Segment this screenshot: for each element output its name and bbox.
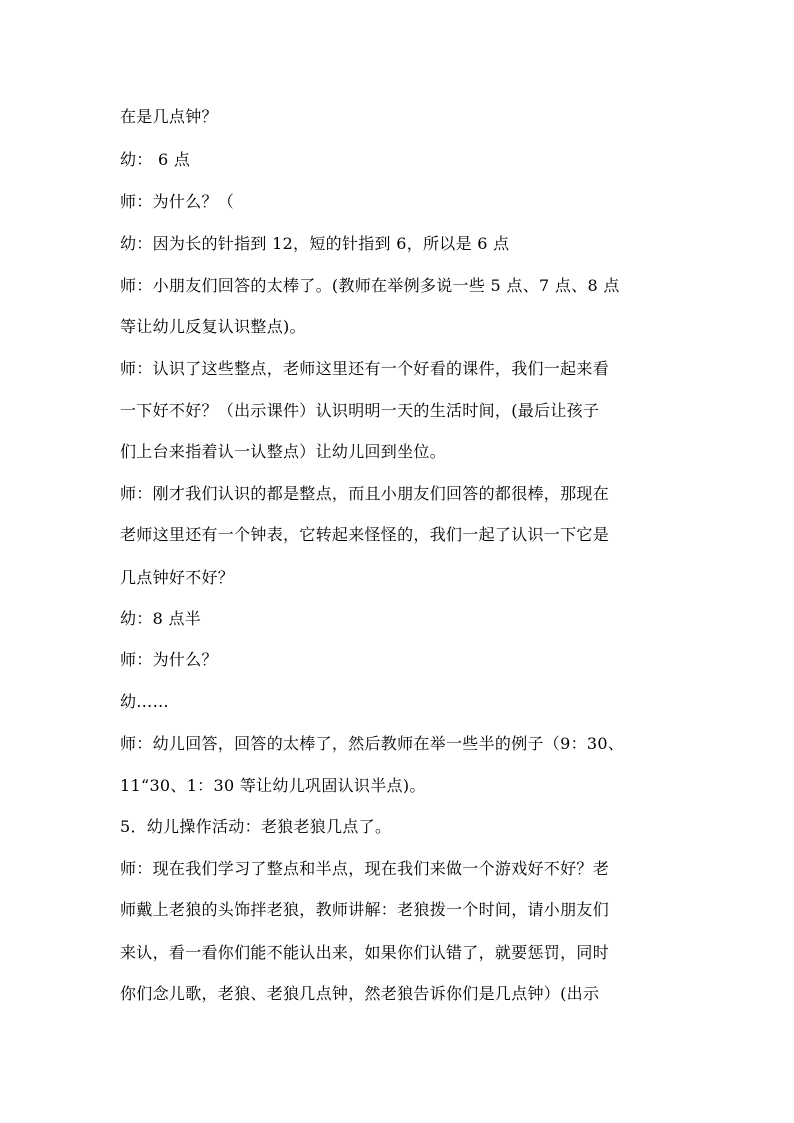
text-line: 幼：因为长的针指到 12，短的针指到 6，所以是 6 点	[120, 234, 510, 253]
text-line: 们上台来指着认一认整点）让幼儿回到坐位。	[120, 442, 447, 461]
text-line: 师：现在我们学习了整点和半点，现在我们来做一个游戏好不好？老	[120, 859, 610, 878]
text-line: 幼……	[120, 692, 169, 711]
text-line: 师：为什么？（	[120, 192, 235, 211]
text-line: 一下好不好？（出示课件）认识明明一天的生活时间，(最后让孩子	[120, 401, 600, 420]
text-line: 等让幼儿反复认识整点)。	[120, 317, 306, 336]
text-line: 幼：8 点半	[120, 609, 202, 628]
text-line: 师：为什么？	[120, 650, 218, 669]
text-line: 5．幼儿操作活动：老狼老狼几点了。	[120, 817, 392, 836]
text-line: 老师这里还有一个钟表，它转起来怪怪的，我们一起了认识一下它是	[120, 525, 610, 544]
text-line: 师：认识了这些整点，老师这里还有一个好看的课件，我们一起来看	[120, 359, 610, 378]
text-line: 师：刚才我们认识的都是整点，而且小朋友们回答的都很棒，那现在	[120, 484, 610, 503]
text-line: 几点钟好不好？	[120, 568, 235, 587]
text-line: 在是几点钟？	[120, 107, 218, 126]
text-line: 11“30、1：30 等让幼儿巩固认识半点)。	[120, 776, 426, 795]
text-line: 师：小朋友们回答的太棒了。(教师在举例多说一些 5 点、7 点、8 点	[120, 276, 620, 295]
text-line: 幼： 6 点	[120, 150, 191, 169]
text-line: 来认，看一看你们能不能认出来，如果你们认错了，就要惩罚，同时	[120, 943, 610, 962]
text-line: 师：幼儿回答，回答的太棒了，然后教师在举一些半的例子（9：30、	[120, 734, 625, 753]
text-line: 你们念儿歌，老狼、老狼几点钟，然老狼告诉你们是几点钟）(出示	[120, 984, 600, 1003]
text-line: 师戴上老狼的头饰拌老狼，教师讲解：老狼拨一个时间，请小朋友们	[120, 900, 610, 919]
